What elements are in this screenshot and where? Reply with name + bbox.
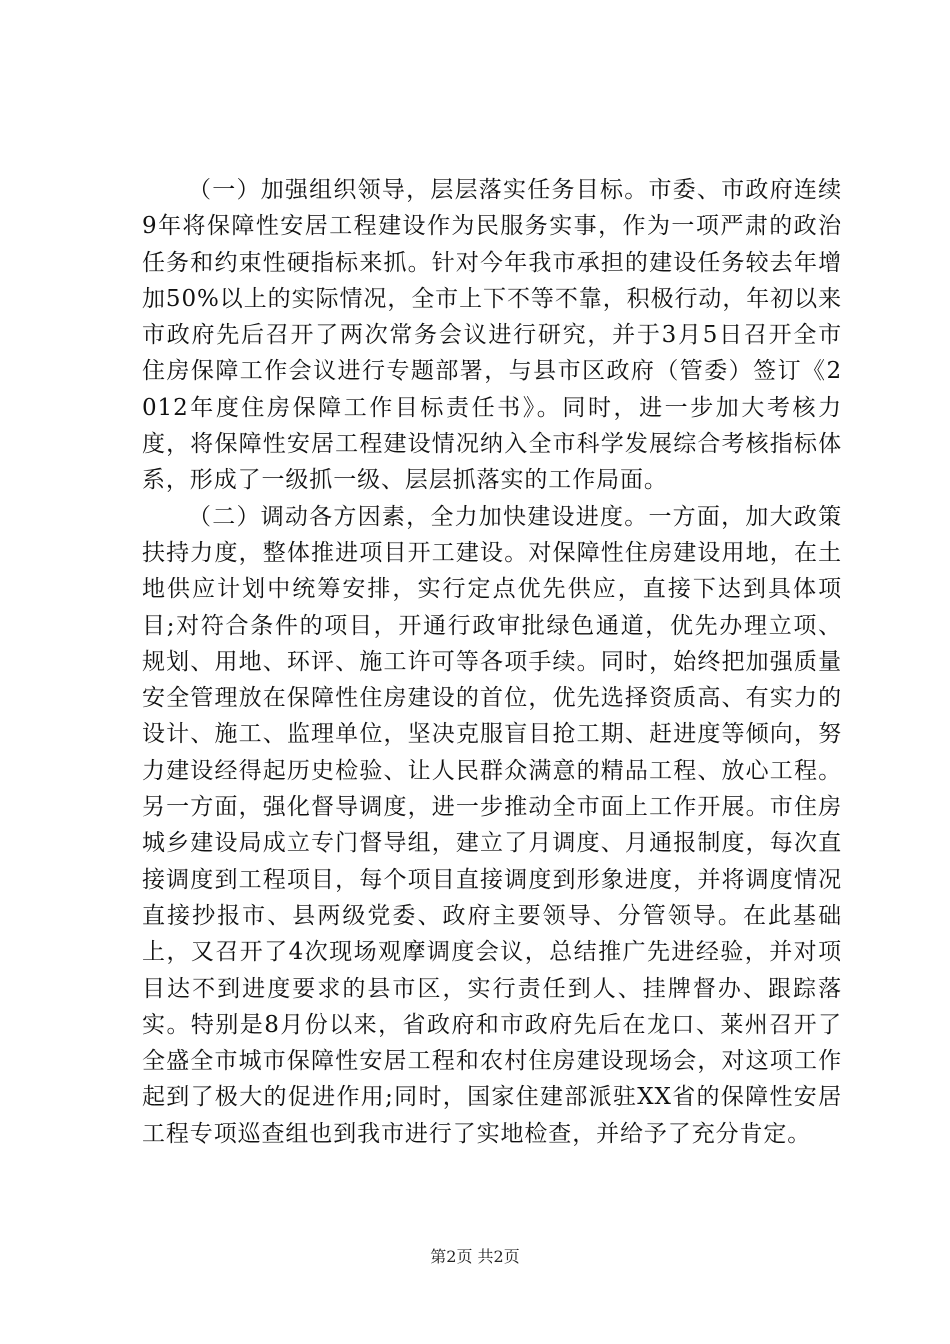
document-body bbox=[142, 172, 842, 1152]
page-number-footer: 第2页 共2页 bbox=[430, 1247, 520, 1266]
paragraph-2: （二）调动各方因素，全力加快建设进度。一方面，加大政策扶持力度，整体推进项目开工建设。对保障性住房建设用地，在土地供应计划中统筹安排，实行定点优先供应，直接下达到具体项目;对符合条件的项目，开通行政审批绿色通道，优先办理立项、规划、用地、环评、施工许可等各项手续。同时，始终把加强质量安全管理放在保障性住房建设的首位，优先选择资质高、有实力的设计、施工、监理单位，坚决克服盲目抢工期、赶进度等倾向，努力建设经得起历史检验、让人民群众满意的精品工程、放心工程。另一方面，强化督导调度，进一步推动全市面上工作开展。市住房城乡建设局成立专门督导组，建立了月调度、月通报制度，每次直接调度到工程项目，每个项目直接调度到形象进度，并将调度情况直接抄报市、县两级党委、政府主要领导、分管领导。在此基础上，又召开了4次现场观摩调度会议，总结推广先进经验，并对项目达不到进度要求的县市区，实行责任到人、挂牌督办、跟踪落实。特别是8月份以来，省政府和市政府先后在龙口、莱州召开了全盛全市城市保障性安居工程和农村住房建设现场会，对这项工作起到了极大的促进作用;同时，国家住建部派驻XX省的保障性安居工程专项巡查组也到我市进行了实地检查，并给予了充分肯定。 bbox=[142, 503, 842, 1147]
paragraph-1: （一）加强组织领导，层层落实任务目标。市委、市政府连续9年将保障性安居工程建设作为民服务实事，作为一项严肃的政治任务和约束性硬指标来抓。针对今年我市承担的建设任务较去年增加50%以上的实际情况，全市上下不等不靠，积极行动，年初以来市政府先后召开了两次常务会议进行研究，并于3月5日召开全市住房保障工作会议进行专题部署，与县市区政府（管委）签订《2012年度住房保障工作目标责任书》。同时，进一步加大考核力度，将保障性安居工程建设情况纳入全市科学发展综合考核指标体系，形成了一级抓一级、层层抓落实的工作局面。 bbox=[142, 177, 842, 494]
